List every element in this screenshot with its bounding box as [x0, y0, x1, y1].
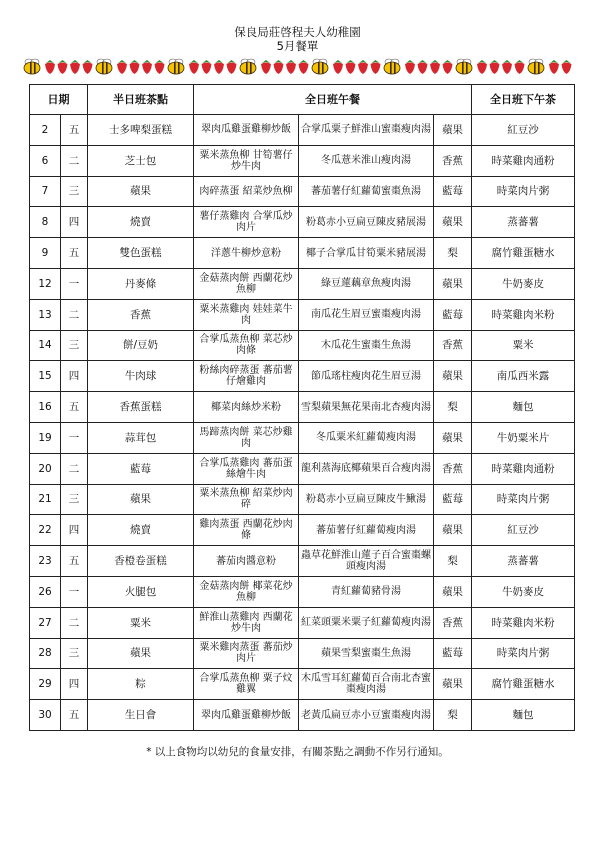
half-day-snack: 士多啤梨蛋糕 [88, 115, 194, 146]
lunch-soup: 蘋果雪梨蜜棗生魚湯 [299, 638, 434, 669]
date-day: 6 [30, 145, 61, 176]
date-weekday: 三 [61, 638, 88, 669]
afternoon-tea: 粟米 [472, 330, 575, 361]
bee-icon [168, 59, 184, 74]
date-weekday: 五 [61, 546, 88, 577]
table-row [30, 515, 575, 546]
table-row [30, 268, 575, 299]
date-weekday: 二 [61, 607, 88, 638]
lunch-main: 粉絲肉碎蒸蛋 蕃茄薯仔燴雞肉 [194, 361, 299, 392]
half-day-snack: 蘋果 [88, 484, 194, 515]
strawberry-icon [214, 60, 224, 74]
strawberry-icon [155, 60, 165, 74]
table-row [30, 576, 575, 607]
afternoon-tea: 腐竹雞蛋糖水 [472, 238, 575, 269]
afternoon-tea: 牛奶麥皮 [472, 268, 575, 299]
lunch-main: 肉碎蒸蛋 紹菜炒魚柳 [194, 176, 299, 207]
lunch-main: 粟米蒸雞肉 娃娃菜牛肉 [194, 299, 299, 330]
date-weekday: 一 [61, 576, 88, 607]
table-row [30, 361, 575, 392]
strawberry-icon [502, 60, 512, 74]
strawberry-icon [45, 60, 55, 74]
date-weekday: 五 [61, 115, 88, 146]
table-row [30, 392, 575, 423]
date-weekday: 二 [61, 299, 88, 330]
bee-strawberry-border [22, 56, 580, 76]
lunch-soup: 蕃茄薯仔紅蘿蔔蜜棗魚湯 [299, 176, 434, 207]
bee-icon [240, 59, 256, 74]
lunch-soup: 蕃茄薯仔紅蘿蔔瘦肉湯 [299, 515, 434, 546]
strawberry-icon [274, 60, 284, 74]
strawberry-icon [286, 60, 296, 74]
date-weekday: 二 [61, 145, 88, 176]
half-day-snack: 牛肉球 [88, 361, 194, 392]
table-header-row [30, 85, 575, 115]
strawberry-icon [346, 60, 356, 74]
date-day: 29 [30, 669, 61, 700]
lunch-fruit: 蘋果 [434, 422, 472, 453]
half-day-snack: 蘋果 [88, 638, 194, 669]
afternoon-tea: 麵包 [472, 392, 575, 423]
date-weekday: 三 [61, 176, 88, 207]
lunch-main: 翠肉瓜雞蛋雞柳炒飯 [194, 115, 299, 146]
lunch-main: 椰菜肉絲炒米粉 [194, 392, 299, 423]
lunch-soup: 綠豆蓮藕章魚瘦肉湯 [299, 268, 434, 299]
strawberry-icon [261, 60, 271, 74]
strawberry-icon [117, 60, 127, 74]
date-day: 16 [30, 392, 61, 423]
strawberry-icon [202, 60, 212, 74]
lunch-soup: 冬瓜粟米紅蘿蔔瘦肉湯 [299, 422, 434, 453]
strawberry-icon [549, 60, 559, 74]
date-day: 30 [30, 700, 61, 731]
afternoon-tea: 牛奶麥皮 [472, 576, 575, 607]
half-day-snack: 芝士包 [88, 145, 194, 176]
date-day: 2 [30, 115, 61, 146]
lunch-fruit: 梨 [434, 700, 472, 731]
lunch-main: 金菇蒸肉餅 西蘭花炒魚柳 [194, 268, 299, 299]
date-day: 13 [30, 299, 61, 330]
table-row [30, 207, 575, 238]
date-day: 26 [30, 576, 61, 607]
menu-table [29, 84, 575, 731]
afternoon-tea: 時菜雞肉米粉 [472, 607, 575, 638]
lunch-fruit: 蘋果 [434, 115, 472, 146]
lunch-main: 蕃茄肉醬意粉 [194, 546, 299, 577]
table-row [30, 176, 575, 207]
header-full-day-afternoon-tea: 全日班下午茶 [472, 85, 575, 115]
lunch-fruit: 梨 [434, 238, 472, 269]
date-weekday: 三 [61, 484, 88, 515]
lunch-main: 粟米雞肉蒸蛋 蕃茄炒肉片 [194, 638, 299, 669]
lunch-soup: 椰子合掌瓜甘筍粟米豬展湯 [299, 238, 434, 269]
date-weekday: 四 [61, 361, 88, 392]
lunch-main: 鮮淮山蒸雞肉 西蘭花炒牛肉 [194, 607, 299, 638]
lunch-fruit: 香蕉 [434, 330, 472, 361]
school-name: 保良局莊啓程夫人幼稚園 [234, 25, 361, 39]
half-day-snack: 生日會 [88, 700, 194, 731]
date-day: 8 [30, 207, 61, 238]
table-row [30, 238, 575, 269]
lunch-soup: 粉葛赤小豆扁豆陳皮豬展湯 [299, 207, 434, 238]
lunch-main: 合掌瓜蒸魚柳 菜芯炒肉條 [194, 330, 299, 361]
afternoon-tea: 蒸蕃薯 [472, 207, 575, 238]
date-day: 20 [30, 453, 61, 484]
lunch-soup: 粉葛赤小豆扁豆陳皮牛鰍湯 [299, 484, 434, 515]
date-weekday: 一 [61, 268, 88, 299]
menu-title: 5月餐單 [276, 39, 319, 53]
lunch-main: 合掌瓜蒸雞肉 蕃茄蛋絲燴牛肉 [194, 453, 299, 484]
lunch-fruit: 香蕉 [434, 453, 472, 484]
date-day: 14 [30, 330, 61, 361]
date-weekday: 五 [61, 700, 88, 731]
half-day-snack: 香蕉 [88, 299, 194, 330]
lunch-main: 洋蔥牛柳炒意粉 [194, 238, 299, 269]
lunch-main: 薯仔蒸雞肉 合掌瓜炒肉片 [194, 207, 299, 238]
afternoon-tea: 時菜雞肉通粉 [472, 145, 575, 176]
table-row [30, 546, 575, 577]
date-day: 22 [30, 515, 61, 546]
lunch-soup: 合掌瓜粟子鮮淮山蜜棗瘦肉湯 [299, 115, 434, 146]
afternoon-tea: 紅豆沙 [472, 515, 575, 546]
strawberry-icon [83, 60, 93, 74]
strawberry-icon [358, 60, 368, 74]
afternoon-tea: 時菜雞肉通粉 [472, 453, 575, 484]
bee-icon [456, 59, 472, 74]
afternoon-tea: 腐竹雞蛋糖水 [472, 669, 575, 700]
strawberry-icon [142, 60, 152, 74]
afternoon-tea: 時菜肉片粥 [472, 176, 575, 207]
table-row [30, 453, 575, 484]
lunch-fruit: 梨 [434, 392, 472, 423]
bee-icon [96, 59, 112, 74]
header-half-day-snack: 半日班茶點 [88, 85, 194, 115]
strawberry-icon [490, 60, 500, 74]
date-day: 27 [30, 607, 61, 638]
half-day-snack: 藍莓 [88, 453, 194, 484]
lunch-soup: 雪梨蘋果無花果南北杏瘦肉湯 [299, 392, 434, 423]
date-weekday: 三 [61, 330, 88, 361]
bee-icon [312, 59, 328, 74]
date-day: 21 [30, 484, 61, 515]
strawberry-icon [189, 60, 199, 74]
table-row [30, 145, 575, 176]
lunch-main: 粟米蒸魚柳 甘筍薯仔炒牛肉 [194, 145, 299, 176]
date-day: 7 [30, 176, 61, 207]
half-day-snack: 燒賣 [88, 207, 194, 238]
strawberry-icon [333, 60, 343, 74]
strawberry-icon [430, 60, 440, 74]
lunch-fruit: 蘋果 [434, 207, 472, 238]
afternoon-tea: 麵包 [472, 700, 575, 731]
strawberry-icon [227, 60, 237, 74]
lunch-soup: 龍利蒸海底椰蘋果百合瘦肉湯 [299, 453, 434, 484]
date-weekday: 四 [61, 207, 88, 238]
lunch-fruit: 藍莓 [434, 299, 472, 330]
table-row [30, 484, 575, 515]
afternoon-tea: 紅豆沙 [472, 115, 575, 146]
lunch-main: 合掌瓜蒸魚柳 粟子炆雞翼 [194, 669, 299, 700]
table-row [30, 607, 575, 638]
lunch-main: 翠肉瓜雞蛋雞柳炒飯 [194, 700, 299, 731]
table-row [30, 299, 575, 330]
strawberry-icon [299, 60, 309, 74]
half-day-snack: 餅/豆奶 [88, 330, 194, 361]
afternoon-tea: 時菜肉片粥 [472, 638, 575, 669]
strawberry-icon [443, 60, 453, 74]
lunch-fruit: 梨 [434, 546, 472, 577]
lunch-main: 粟米蒸魚柳 紹菜炒肉碎 [194, 484, 299, 515]
date-day: 28 [30, 638, 61, 669]
strawberry-icon [477, 60, 487, 74]
lunch-soup: 冬瓜薏米淮山瘦肉湯 [299, 145, 434, 176]
table-row [30, 115, 575, 146]
lunch-soup: 南瓜花生眉豆蜜棗瘦肉湯 [299, 299, 434, 330]
date-weekday: 五 [61, 238, 88, 269]
lunch-soup: 老黃瓜扁豆赤小豆蜜棗瘦肉湯 [299, 700, 434, 731]
half-day-snack: 蒜茸包 [88, 422, 194, 453]
date-day: 9 [30, 238, 61, 269]
lunch-fruit: 蘋果 [434, 669, 472, 700]
afternoon-tea: 時菜肉片粥 [472, 484, 575, 515]
footer-note: * 以上食物均以幼兒的食量安排，有關茶點之調動不作另行通知。 [146, 746, 449, 758]
afternoon-tea: 南瓜西米露 [472, 361, 575, 392]
lunch-soup: 蟲草花鮮淮山蓮子百合蜜棗螺頭瘦肉湯 [299, 546, 434, 577]
lunch-fruit: 藍莓 [434, 638, 472, 669]
date-weekday: 五 [61, 392, 88, 423]
afternoon-tea: 時菜雞肉米粉 [472, 299, 575, 330]
bee-icon [528, 59, 544, 74]
lunch-main: 馬蹄蒸肉餅 菜芯炒雞肉 [194, 422, 299, 453]
strawberry-icon [562, 60, 572, 74]
afternoon-tea: 蒸蕃薯 [472, 546, 575, 577]
table-row [30, 422, 575, 453]
lunch-soup: 節瓜瑤柱瘦肉花生眉豆湯 [299, 361, 434, 392]
lunch-fruit: 蘋果 [434, 268, 472, 299]
date-day: 23 [30, 546, 61, 577]
lunch-fruit: 藍莓 [434, 484, 472, 515]
lunch-fruit: 藍莓 [434, 176, 472, 207]
table-row [30, 330, 575, 361]
lunch-soup: 青紅蘿蔔豬骨湯 [299, 576, 434, 607]
lunch-soup: 紅菜頭粟米粟子紅蘿蔔瘦肉湯 [299, 607, 434, 638]
half-day-snack: 香橙卷蛋糕 [88, 546, 194, 577]
half-day-snack: 雙色蛋糕 [88, 238, 194, 269]
strawberry-icon [58, 60, 68, 74]
table-row [30, 638, 575, 669]
table-row [30, 700, 575, 731]
strawberry-icon [371, 60, 381, 74]
half-day-snack: 火腿包 [88, 576, 194, 607]
table-row [30, 669, 575, 700]
date-weekday: 四 [61, 669, 88, 700]
half-day-snack: 香蕉蛋糕 [88, 392, 194, 423]
bee-icon [24, 59, 40, 74]
strawberry-icon [418, 60, 428, 74]
lunch-fruit: 香蕉 [434, 607, 472, 638]
strawberry-icon [70, 60, 80, 74]
date-day: 12 [30, 268, 61, 299]
lunch-soup: 木瓜雪耳紅蘿蔔百合南北杏蜜棗瘦肉湯 [299, 669, 434, 700]
half-day-snack: 粟米 [88, 607, 194, 638]
afternoon-tea: 牛奶粟米片 [472, 422, 575, 453]
date-weekday: 一 [61, 422, 88, 453]
date-weekday: 二 [61, 453, 88, 484]
bee-icon [384, 59, 400, 74]
date-weekday: 四 [61, 515, 88, 546]
lunch-fruit: 蘋果 [434, 576, 472, 607]
date-day: 15 [30, 361, 61, 392]
strawberry-icon [405, 60, 415, 74]
half-day-snack: 蘋果 [88, 176, 194, 207]
lunch-fruit: 蘋果 [434, 515, 472, 546]
lunch-fruit: 香蕉 [434, 145, 472, 176]
half-day-snack: 丹麥條 [88, 268, 194, 299]
half-day-snack: 燒賣 [88, 515, 194, 546]
lunch-fruit: 蘋果 [434, 361, 472, 392]
lunch-main: 雞肉蒸蛋 西蘭花炒肉條 [194, 515, 299, 546]
header-date: 日期 [30, 85, 88, 115]
strawberry-icon [130, 60, 140, 74]
date-day: 19 [30, 422, 61, 453]
lunch-soup: 木瓜花生蜜棗生魚湯 [299, 330, 434, 361]
lunch-main: 金菇蒸肉餅 椰菜花炒魚柳 [194, 576, 299, 607]
header-full-day-lunch: 全日班午餐 [194, 85, 472, 115]
half-day-snack: 粽 [88, 669, 194, 700]
strawberry-icon [515, 60, 525, 74]
